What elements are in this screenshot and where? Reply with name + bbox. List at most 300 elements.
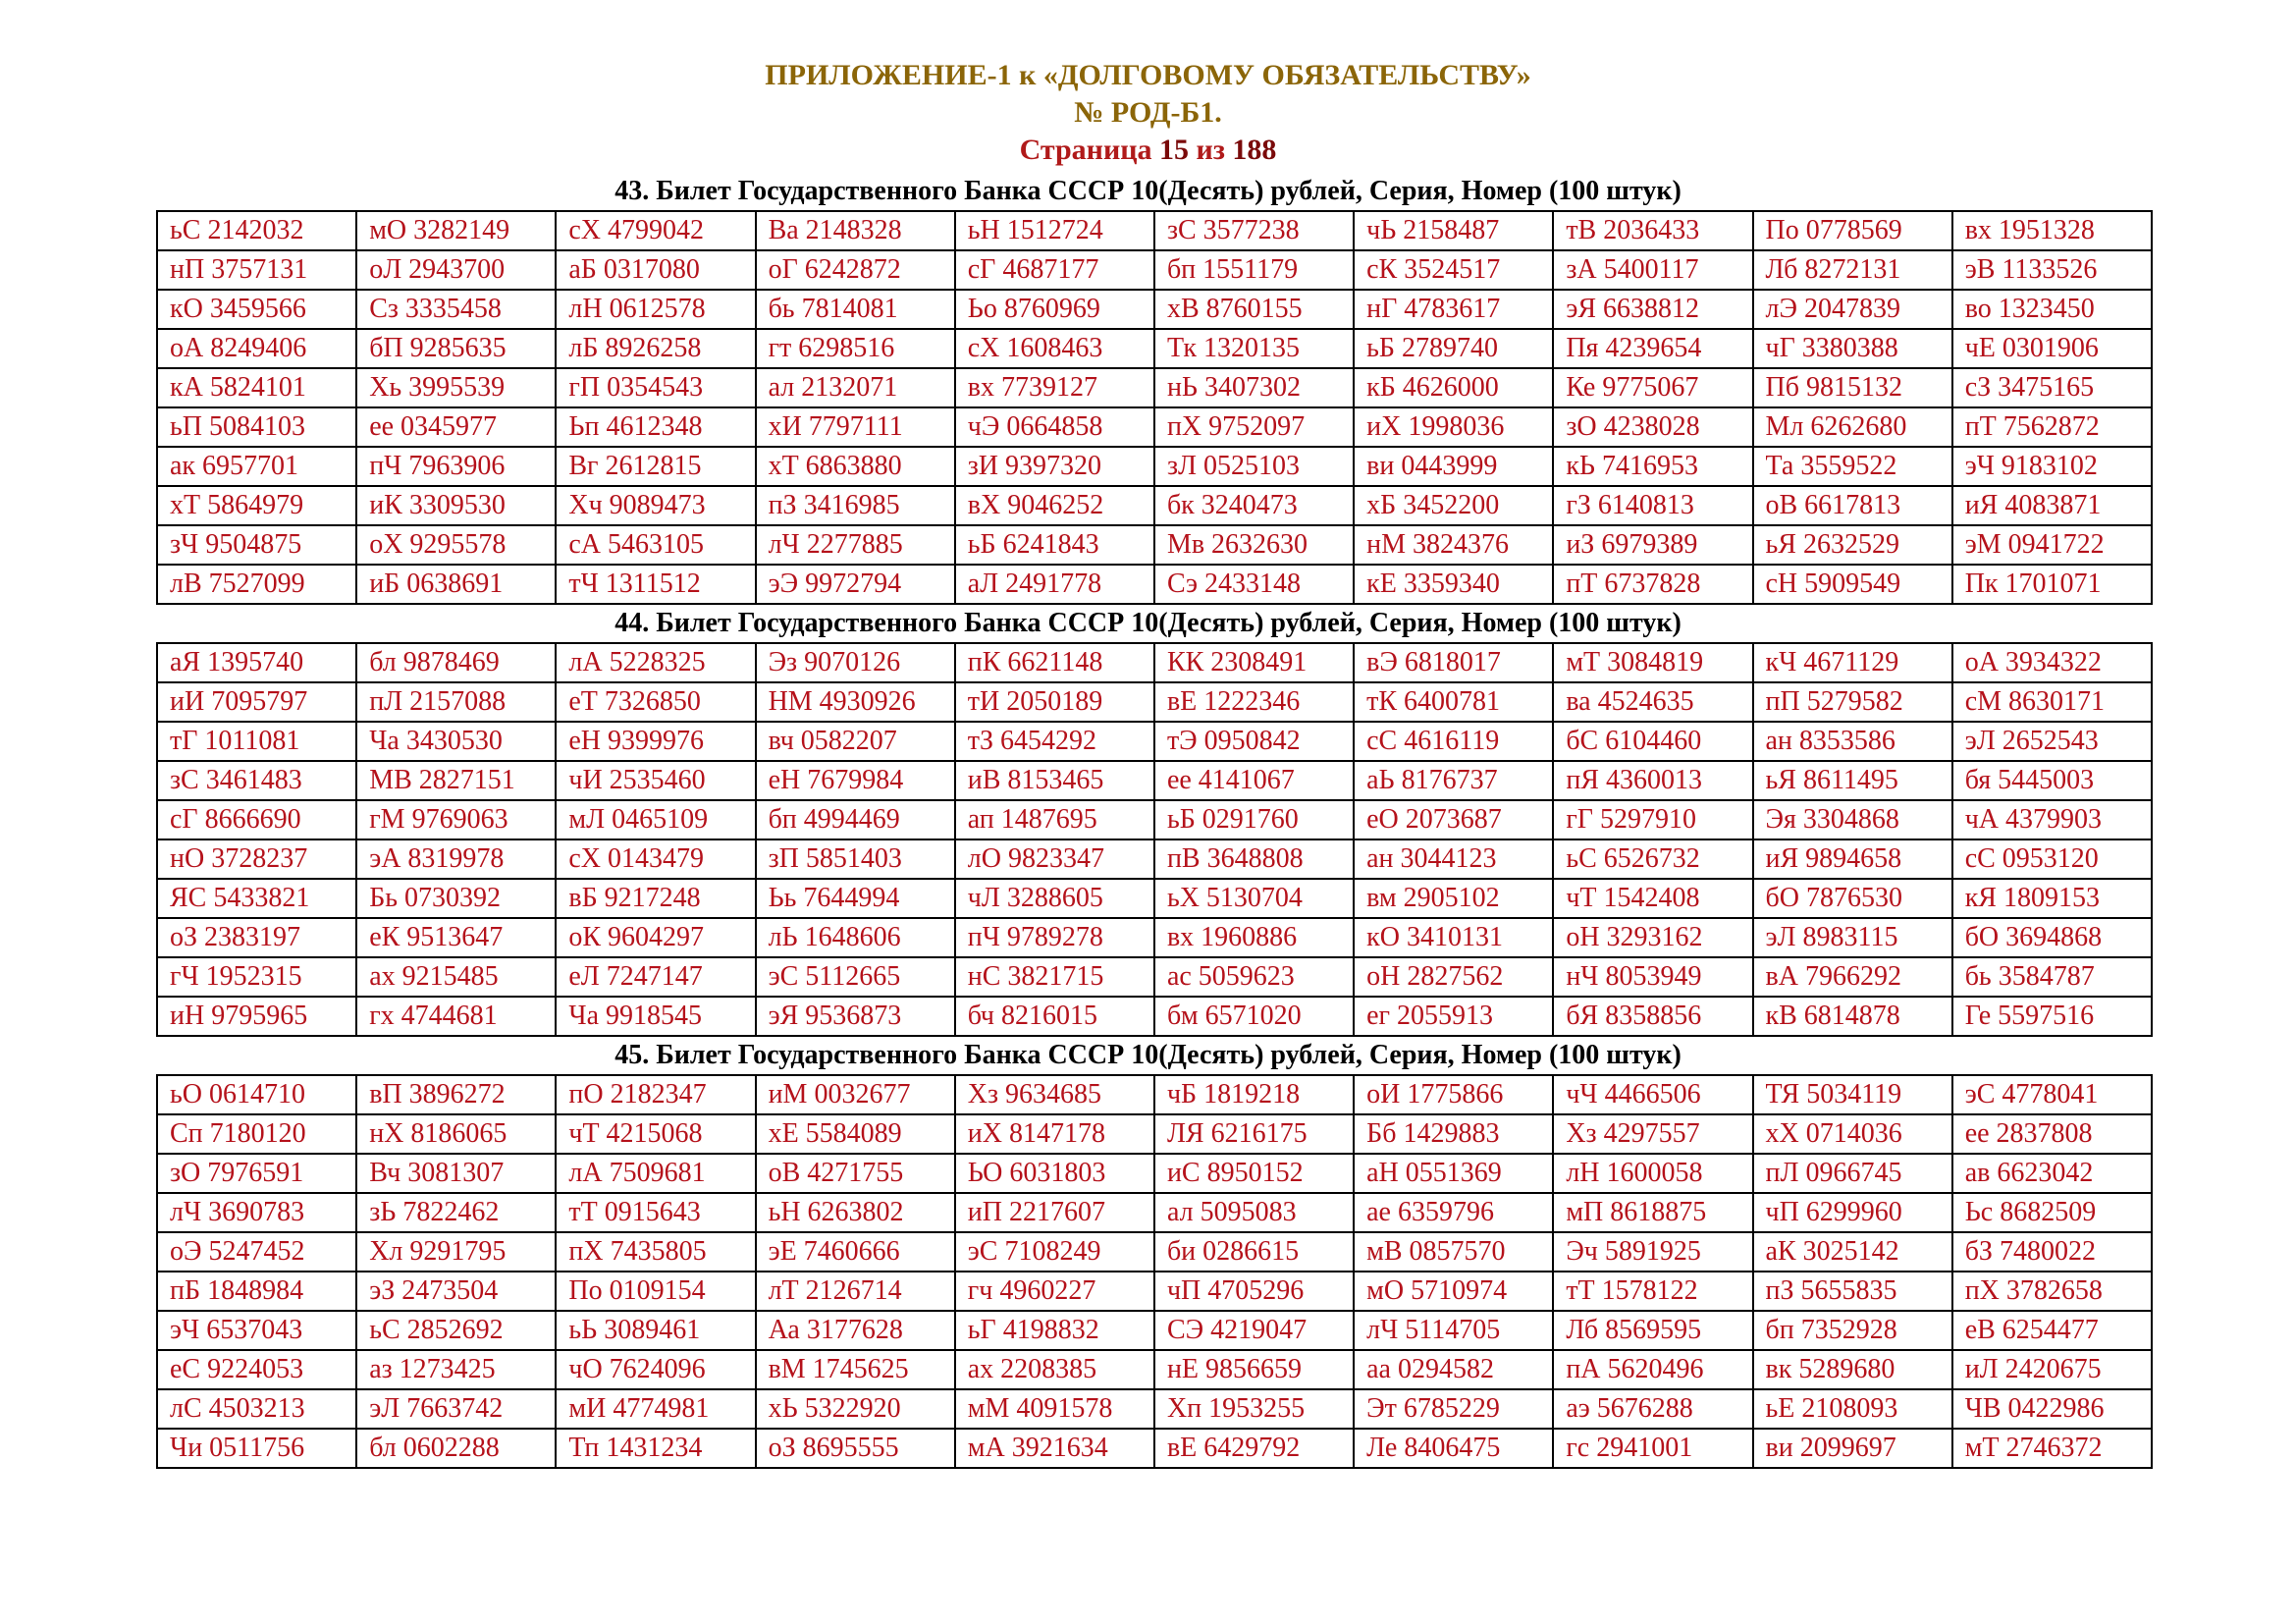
- serial-number-cell: эВ 1133526: [1952, 250, 2152, 290]
- serial-number-cell: иБ 0638691: [356, 565, 556, 604]
- table-row: [157, 486, 2152, 525]
- serial-number-cell: би 0286615: [1154, 1232, 1354, 1272]
- serial-number-cell: бм 6571020: [1154, 997, 1354, 1036]
- serial-number-cell: пЛ 2157088: [356, 682, 556, 722]
- serial-number-cell: гЗ 6140813: [1553, 486, 1752, 525]
- serial-number-cell: еН 9399976: [556, 722, 755, 761]
- serial-number-cell: По 0778569: [1753, 211, 1952, 250]
- serial-number-cell: вА 7966292: [1753, 957, 1952, 997]
- serial-number-cell: нС 3821715: [955, 957, 1154, 997]
- serial-number-cell: ьС 6526732: [1553, 839, 1752, 879]
- serial-number-cell: аэ 5676288: [1553, 1389, 1752, 1429]
- serial-number-cell: еО 2073687: [1354, 800, 1553, 839]
- serial-number-cell: эА 8319978: [356, 839, 556, 879]
- serial-number-cell: ьБ 6241843: [955, 525, 1154, 565]
- serial-number-cell: сС 0953120: [1952, 839, 2152, 879]
- serial-number-cell: бь 3584787: [1952, 957, 2152, 997]
- serial-number-cell: аа 0294582: [1354, 1350, 1553, 1389]
- serial-number-cell: лА 5228325: [556, 643, 755, 682]
- serial-number-cell: иМ 0032677: [756, 1075, 955, 1114]
- serial-number-cell: вм 2905102: [1354, 879, 1553, 918]
- table-row: [157, 682, 2152, 722]
- page-total: 188: [1232, 134, 1277, 166]
- serial-number-cell: эЭ 9972794: [756, 565, 955, 604]
- serial-number-cell: Тк 1320135: [1154, 329, 1354, 368]
- serial-number-cell: Аа 3177628: [756, 1311, 955, 1350]
- serial-number-cell: пО 2182347: [556, 1075, 755, 1114]
- serial-number-cell: ЬО 6031803: [955, 1154, 1154, 1193]
- table-row: [157, 800, 2152, 839]
- serial-number-cell: зО 7976591: [157, 1154, 356, 1193]
- section-title: 43. Билет Государственного Банка СССР 10(Десять) рублей, Серия, Номер (100 штук): [614, 176, 1682, 206]
- serial-number-cell: пТ 6737828: [1553, 565, 1752, 604]
- serial-number-cell: КК 2308491: [1154, 643, 1354, 682]
- serial-number-cell: бЗ 7480022: [1952, 1232, 2152, 1272]
- serial-number-cell: Ча 3430530: [356, 722, 556, 761]
- serial-number-cell: гП 0354543: [556, 368, 755, 407]
- serial-number-cell: мТ 3084819: [1553, 643, 1752, 682]
- banknote-table: [156, 210, 2153, 605]
- serial-number-cell: тВ 2036433: [1553, 211, 1752, 250]
- serial-number-cell: ТЯ 5034119: [1753, 1075, 1952, 1114]
- serial-number-cell: еТ 7326850: [556, 682, 755, 722]
- serial-number-cell: бО 7876530: [1753, 879, 1952, 918]
- serial-number-cell: Пб 9815132: [1753, 368, 1952, 407]
- serial-number-cell: эС 4778041: [1952, 1075, 2152, 1114]
- serial-number-cell: мМ 4091578: [955, 1389, 1154, 1429]
- serial-number-cell: зС 3577238: [1154, 211, 1354, 250]
- serial-number-cell: гс 2941001: [1553, 1429, 1752, 1468]
- serial-number-cell: хБ 3452200: [1354, 486, 1553, 525]
- serial-number-cell: лО 9823347: [955, 839, 1154, 879]
- serial-number-cell: нЧ 8053949: [1553, 957, 1752, 997]
- serial-number-cell: сГ 4687177: [955, 250, 1154, 290]
- serial-number-cell: зЧ 9504875: [157, 525, 356, 565]
- serial-number-cell: ЯС 5433821: [157, 879, 356, 918]
- page-word: Страница: [1019, 134, 1152, 166]
- table-row: [157, 1075, 2152, 1114]
- serial-number-cell: Ва 2148328: [756, 211, 955, 250]
- table-row: [157, 407, 2152, 447]
- serial-number-cell: аН 0551369: [1354, 1154, 1553, 1193]
- serial-number-cell: ва 4524635: [1553, 682, 1752, 722]
- serial-number-cell: бл 0602288: [356, 1429, 556, 1468]
- table-row: [157, 211, 2152, 250]
- serial-number-cell: Бь 0730392: [356, 879, 556, 918]
- serial-number-cell: эЯ 6638812: [1553, 290, 1752, 329]
- serial-number-cell: зА 5400117: [1553, 250, 1752, 290]
- serial-number-cell: чЛ 3288605: [955, 879, 1154, 918]
- serial-number-cell: ьБ 0291760: [1154, 800, 1354, 839]
- serial-number-cell: гх 4744681: [356, 997, 556, 1036]
- serial-number-cell: зП 5851403: [756, 839, 955, 879]
- serial-number-cell: гт 6298516: [756, 329, 955, 368]
- serial-number-cell: чП 4705296: [1154, 1272, 1354, 1311]
- serial-number-cell: пЯ 4360013: [1553, 761, 1752, 800]
- serial-number-cell: бь 7814081: [756, 290, 955, 329]
- serial-number-cell: ьГ 4198832: [955, 1311, 1154, 1350]
- serial-number-cell: Ле 8406475: [1354, 1429, 1553, 1468]
- serial-number-cell: ае 6359796: [1354, 1193, 1553, 1232]
- serial-number-cell: нЕ 9856659: [1154, 1350, 1354, 1389]
- serial-number-cell: бл 9878469: [356, 643, 556, 682]
- serial-number-cell: вЕ 6429792: [1154, 1429, 1354, 1468]
- serial-number-cell: Лб 8272131: [1753, 250, 1952, 290]
- serial-number-cell: вП 3896272: [356, 1075, 556, 1114]
- serial-number-cell: нЬ 3407302: [1154, 368, 1354, 407]
- serial-number-cell: эЛ 8983115: [1753, 918, 1952, 957]
- serial-number-cell: ьЯ 8611495: [1753, 761, 1952, 800]
- serial-number-cell: пЗ 3416985: [756, 486, 955, 525]
- table-row: [157, 1350, 2152, 1389]
- serial-number-cell: оВ 4271755: [756, 1154, 955, 1193]
- serial-number-cell: бп 7352928: [1753, 1311, 1952, 1350]
- table-row: [157, 957, 2152, 997]
- serial-number-cell: иЛ 2420675: [1952, 1350, 2152, 1389]
- serial-number-cell: чИ 2535460: [556, 761, 755, 800]
- serial-number-cell: кЕ 3359340: [1354, 565, 1553, 604]
- serial-number-cell: иЗ 6979389: [1553, 525, 1752, 565]
- serial-number-cell: ее 2837808: [1952, 1114, 2152, 1154]
- serial-number-cell: СЭ 4219047: [1154, 1311, 1354, 1350]
- serial-number-cell: кО 3410131: [1354, 918, 1553, 957]
- serial-number-cell: мО 5710974: [1354, 1272, 1553, 1311]
- serial-number-cell: тТ 0915643: [556, 1193, 755, 1232]
- serial-number-cell: ее 0345977: [356, 407, 556, 447]
- serial-number-cell: пБ 1848984: [157, 1272, 356, 1311]
- serial-number-cell: пЛ 0966745: [1753, 1154, 1952, 1193]
- serial-number-cell: пК 6621148: [955, 643, 1154, 682]
- serial-number-cell: иВ 8153465: [955, 761, 1154, 800]
- serial-number-cell: ал 5095083: [1154, 1193, 1354, 1232]
- serial-number-cell: эЗ 2473504: [356, 1272, 556, 1311]
- serial-number-cell: Мв 2632630: [1154, 525, 1354, 565]
- document-number: № РОД-Б1.: [1074, 96, 1222, 129]
- serial-number-cell: сС 4616119: [1354, 722, 1553, 761]
- appendix-title: ПРИЛОЖЕНИЕ-1 к «ДОЛГОВОМУ ОБЯЗАТЕЛЬСТВУ»: [765, 59, 1531, 91]
- serial-number-cell: ьЬ 3089461: [556, 1311, 755, 1350]
- serial-number-cell: пТ 7562872: [1952, 407, 2152, 447]
- serial-number-cell: Ьо 8760969: [955, 290, 1154, 329]
- serial-number-cell: Пк 1701071: [1952, 565, 2152, 604]
- serial-number-cell: оК 9604297: [556, 918, 755, 957]
- table-row: [157, 1429, 2152, 1468]
- serial-number-cell: бч 8216015: [955, 997, 1154, 1036]
- serial-number-cell: эС 7108249: [955, 1232, 1154, 1272]
- serial-number-cell: мТ 2746372: [1952, 1429, 2152, 1468]
- serial-number-cell: Сэ 2433148: [1154, 565, 1354, 604]
- serial-number-cell: вБ 9217248: [556, 879, 755, 918]
- serial-number-cell: кЬ 7416953: [1553, 447, 1752, 486]
- serial-number-cell: тИ 2050189: [955, 682, 1154, 722]
- serial-number-cell: Вг 2612815: [556, 447, 755, 486]
- serial-number-cell: Эз 9070126: [756, 643, 955, 682]
- serial-number-cell: чП 6299960: [1753, 1193, 1952, 1232]
- serial-number-cell: аК 3025142: [1753, 1232, 1952, 1272]
- serial-number-cell: иИ 7095797: [157, 682, 356, 722]
- serial-number-cell: эЕ 7460666: [756, 1232, 955, 1272]
- serial-number-cell: ьН 1512724: [955, 211, 1154, 250]
- serial-number-cell: лН 1600058: [1553, 1154, 1752, 1193]
- serial-number-cell: Ча 9918545: [556, 997, 755, 1036]
- serial-number-cell: Вч 3081307: [356, 1154, 556, 1193]
- serial-number-cell: гГ 5297910: [1553, 800, 1752, 839]
- serial-number-cell: вЕ 1222346: [1154, 682, 1354, 722]
- serial-number-cell: ви 0443999: [1354, 447, 1553, 486]
- serial-number-cell: Хп 1953255: [1154, 1389, 1354, 1429]
- serial-number-cell: эЧ 9183102: [1952, 447, 2152, 486]
- serial-number-cell: хВ 8760155: [1154, 290, 1354, 329]
- serial-number-cell: Сз 3335458: [356, 290, 556, 329]
- serial-number-cell: сГ 8666690: [157, 800, 356, 839]
- table-row: [157, 525, 2152, 565]
- serial-number-cell: Та 3559522: [1753, 447, 1952, 486]
- serial-number-cell: еН 7679984: [756, 761, 955, 800]
- serial-number-cell: чТ 1542408: [1553, 879, 1752, 918]
- serial-number-cell: мЛ 0465109: [556, 800, 755, 839]
- serial-number-cell: пХ 7435805: [556, 1232, 755, 1272]
- serial-number-cell: Пя 4239654: [1553, 329, 1752, 368]
- serial-number-cell: Эя 3304868: [1753, 800, 1952, 839]
- banknote-table: [156, 642, 2153, 1037]
- serial-number-cell: оА 8249406: [157, 329, 356, 368]
- serial-number-cell: хХ 0714036: [1753, 1114, 1952, 1154]
- serial-number-cell: ан 3044123: [1354, 839, 1553, 879]
- serial-number-cell: эЧ 6537043: [157, 1311, 356, 1350]
- serial-number-cell: нО 3728237: [157, 839, 356, 879]
- serial-number-cell: ег 2055913: [1354, 997, 1553, 1036]
- serial-number-cell: ЧВ 0422986: [1952, 1389, 2152, 1429]
- serial-number-cell: нГ 4783617: [1354, 290, 1553, 329]
- serial-number-cell: чЬ 2158487: [1354, 211, 1553, 250]
- table-row: [157, 722, 2152, 761]
- table-row: [157, 1154, 2152, 1193]
- serial-number-cell: пЧ 9789278: [955, 918, 1154, 957]
- serial-number-cell: ее 4141067: [1154, 761, 1354, 800]
- serial-number-cell: оЭ 5247452: [157, 1232, 356, 1272]
- serial-number-cell: ав 6623042: [1952, 1154, 2152, 1193]
- serial-number-cell: тЧ 1311512: [556, 565, 755, 604]
- serial-number-cell: ап 1487695: [955, 800, 1154, 839]
- serial-number-cell: вх 1960886: [1154, 918, 1354, 957]
- table-row: [157, 368, 2152, 407]
- serial-number-cell: вЭ 6818017: [1354, 643, 1553, 682]
- serial-number-cell: пЧ 7963906: [356, 447, 556, 486]
- serial-number-cell: ьС 2852692: [356, 1311, 556, 1350]
- serial-number-cell: ьП 5084103: [157, 407, 356, 447]
- table-row: [157, 761, 2152, 800]
- serial-number-cell: бп 1551179: [1154, 250, 1354, 290]
- table-row: [157, 1114, 2152, 1154]
- serial-number-cell: мП 8618875: [1553, 1193, 1752, 1232]
- serial-number-cell: сН 5909549: [1753, 565, 1952, 604]
- serial-number-cell: Чи 0511756: [157, 1429, 356, 1468]
- serial-number-cell: иН 9795965: [157, 997, 356, 1036]
- serial-number-cell: аБ 0317080: [556, 250, 755, 290]
- serial-number-cell: иЯ 9894658: [1753, 839, 1952, 879]
- serial-number-cell: оН 2827562: [1354, 957, 1553, 997]
- serial-number-cell: тЭ 0950842: [1154, 722, 1354, 761]
- serial-number-cell: чА 4379903: [1952, 800, 2152, 839]
- serial-number-cell: хИ 7797111: [756, 407, 955, 447]
- serial-number-cell: лЧ 2277885: [756, 525, 955, 565]
- serial-number-cell: аЯ 1395740: [157, 643, 356, 682]
- serial-number-cell: бС 6104460: [1553, 722, 1752, 761]
- serial-number-cell: иХ 8147178: [955, 1114, 1154, 1154]
- serial-number-cell: нП 3757131: [157, 250, 356, 290]
- serial-number-cell: ьС 2142032: [157, 211, 356, 250]
- serial-number-cell: лН 0612578: [556, 290, 755, 329]
- serial-number-cell: ьЯ 2632529: [1753, 525, 1952, 565]
- serial-number-cell: бк 3240473: [1154, 486, 1354, 525]
- table-row: [157, 1272, 2152, 1311]
- serial-number-cell: нХ 8186065: [356, 1114, 556, 1154]
- serial-number-cell: аЬ 8176737: [1354, 761, 1553, 800]
- serial-number-cell: эЛ 2652543: [1952, 722, 2152, 761]
- serial-number-cell: иХ 1998036: [1354, 407, 1553, 447]
- serial-number-cell: оГ 6242872: [756, 250, 955, 290]
- serial-number-cell: иС 8950152: [1154, 1154, 1354, 1193]
- serial-number-cell: ьЕ 2108093: [1753, 1389, 1952, 1429]
- of-word: из: [1196, 134, 1225, 166]
- serial-number-cell: ах 2208385: [955, 1350, 1154, 1389]
- serial-number-cell: вк 5289680: [1753, 1350, 1952, 1389]
- table-row: [157, 250, 2152, 290]
- serial-number-cell: лС 4503213: [157, 1389, 356, 1429]
- serial-number-cell: еВ 6254477: [1952, 1311, 2152, 1350]
- section-title: 45. Билет Государственного Банка СССР 10(Десять) рублей, Серия, Номер (100 штук): [614, 1040, 1682, 1070]
- serial-number-cell: хЬ 5322920: [756, 1389, 955, 1429]
- serial-number-cell: зО 4238028: [1553, 407, 1752, 447]
- serial-number-cell: чЭ 0664858: [955, 407, 1154, 447]
- serial-number-cell: иП 2217607: [955, 1193, 1154, 1232]
- serial-number-cell: лБ 8926258: [556, 329, 755, 368]
- serial-number-cell: лА 7509681: [556, 1154, 755, 1193]
- serial-number-cell: зЬ 7822462: [356, 1193, 556, 1232]
- serial-number-cell: Ке 9775067: [1553, 368, 1752, 407]
- serial-number-cell: хЕ 5584089: [756, 1114, 955, 1154]
- serial-number-cell: ьО 0614710: [157, 1075, 356, 1114]
- serial-number-cell: сМ 8630171: [1952, 682, 2152, 722]
- serial-number-cell: чБ 1819218: [1154, 1075, 1354, 1114]
- page-indicator: [0, 132, 2296, 169]
- serial-number-cell: кО 3459566: [157, 290, 356, 329]
- serial-number-cell: мИ 4774981: [556, 1389, 755, 1429]
- serial-number-cell: бп 4994469: [756, 800, 955, 839]
- table-row: [157, 447, 2152, 486]
- serial-number-cell: кЯ 1809153: [1952, 879, 2152, 918]
- serial-number-cell: ал 2132071: [756, 368, 955, 407]
- serial-number-cell: эЛ 7663742: [356, 1389, 556, 1429]
- serial-number-cell: гЧ 1952315: [157, 957, 356, 997]
- serial-number-cell: зС 3461483: [157, 761, 356, 800]
- serial-number-cell: По 0109154: [556, 1272, 755, 1311]
- serial-number-cell: лЭ 2047839: [1753, 290, 1952, 329]
- serial-number-cell: ан 8353586: [1753, 722, 1952, 761]
- serial-number-cell: бЯ 8358856: [1553, 997, 1752, 1036]
- table-row: [157, 918, 2152, 957]
- serial-number-cell: мВ 0857570: [1354, 1232, 1553, 1272]
- serial-number-cell: Хч 9089473: [556, 486, 755, 525]
- serial-number-cell: чЧ 4466506: [1553, 1075, 1752, 1114]
- serial-number-cell: лЧ 5114705: [1354, 1311, 1553, 1350]
- serial-number-cell: ак 6957701: [157, 447, 356, 486]
- section-title: 44. Билет Государственного Банка СССР 10(Десять) рублей, Серия, Номер (100 штук): [614, 608, 1682, 638]
- serial-number-cell: пП 5279582: [1753, 682, 1952, 722]
- serial-number-cell: бП 9285635: [356, 329, 556, 368]
- serial-number-cell: Ьь 7644994: [756, 879, 955, 918]
- serial-number-cell: Ге 5597516: [1952, 997, 2152, 1036]
- serial-number-cell: зЛ 0525103: [1154, 447, 1354, 486]
- table-row: [157, 997, 2152, 1036]
- serial-number-cell: ьН 6263802: [756, 1193, 955, 1232]
- serial-number-cell: сК 3524517: [1354, 250, 1553, 290]
- serial-number-cell: хТ 5864979: [157, 486, 356, 525]
- serial-number-cell: сЗ 3475165: [1952, 368, 2152, 407]
- table-row: [157, 565, 2152, 604]
- serial-number-cell: чЕ 0301906: [1952, 329, 2152, 368]
- serial-number-cell: сА 5463105: [556, 525, 755, 565]
- serial-number-cell: нМ 3824376: [1354, 525, 1553, 565]
- serial-number-cell: пХ 9752097: [1154, 407, 1354, 447]
- serial-number-cell: Хл 9291795: [356, 1232, 556, 1272]
- table-row: [157, 839, 2152, 879]
- serial-number-cell: во 1323450: [1952, 290, 2152, 329]
- table-row: [157, 290, 2152, 329]
- table-row: [157, 329, 2152, 368]
- serial-number-cell: Ьп 4612348: [556, 407, 755, 447]
- serial-number-cell: аЛ 2491778: [955, 565, 1154, 604]
- serial-number-cell: МВ 2827151: [356, 761, 556, 800]
- serial-number-cell: сХ 4799042: [556, 211, 755, 250]
- serial-number-cell: Хз 4297557: [1553, 1114, 1752, 1154]
- serial-number-cell: Хз 9634685: [955, 1075, 1154, 1114]
- serial-number-cell: Ьс 8682509: [1952, 1193, 2152, 1232]
- serial-number-cell: вх 1951328: [1952, 211, 2152, 250]
- serial-number-cell: мА 3921634: [955, 1429, 1154, 1468]
- serial-number-cell: оА 3934322: [1952, 643, 2152, 682]
- serial-number-cell: тГ 1011081: [157, 722, 356, 761]
- serial-number-cell: хТ 6863880: [756, 447, 955, 486]
- serial-number-cell: чТ 4215068: [556, 1114, 755, 1154]
- serial-number-cell: эС 5112665: [756, 957, 955, 997]
- serial-number-cell: кБ 4626000: [1354, 368, 1553, 407]
- serial-number-cell: Мл 6262680: [1753, 407, 1952, 447]
- table-row: [157, 879, 2152, 918]
- serial-number-cell: бя 5445003: [1952, 761, 2152, 800]
- serial-number-cell: оН 3293162: [1553, 918, 1752, 957]
- serial-number-cell: Тп 1431234: [556, 1429, 755, 1468]
- serial-number-cell: вМ 1745625: [756, 1350, 955, 1389]
- serial-number-cell: оХ 9295578: [356, 525, 556, 565]
- serial-number-cell: мО 3282149: [356, 211, 556, 250]
- serial-number-cell: лВ 7527099: [157, 565, 356, 604]
- serial-number-cell: кЧ 4671129: [1753, 643, 1952, 682]
- serial-number-cell: вХ 9046252: [955, 486, 1154, 525]
- serial-number-cell: гч 4960227: [955, 1272, 1154, 1311]
- serial-number-cell: пЗ 5655835: [1753, 1272, 1952, 1311]
- serial-number-cell: Сп 7180120: [157, 1114, 356, 1154]
- table-row: [157, 1311, 2152, 1350]
- serial-number-cell: пХ 3782658: [1952, 1272, 2152, 1311]
- table-row: [157, 1232, 2152, 1272]
- document-header: [0, 57, 2296, 169]
- serial-number-cell: пА 5620496: [1553, 1350, 1752, 1389]
- serial-number-cell: лТ 2126714: [756, 1272, 955, 1311]
- serial-number-cell: пВ 3648808: [1154, 839, 1354, 879]
- serial-number-cell: иЯ 4083871: [1952, 486, 2152, 525]
- serial-number-cell: ах 9215485: [356, 957, 556, 997]
